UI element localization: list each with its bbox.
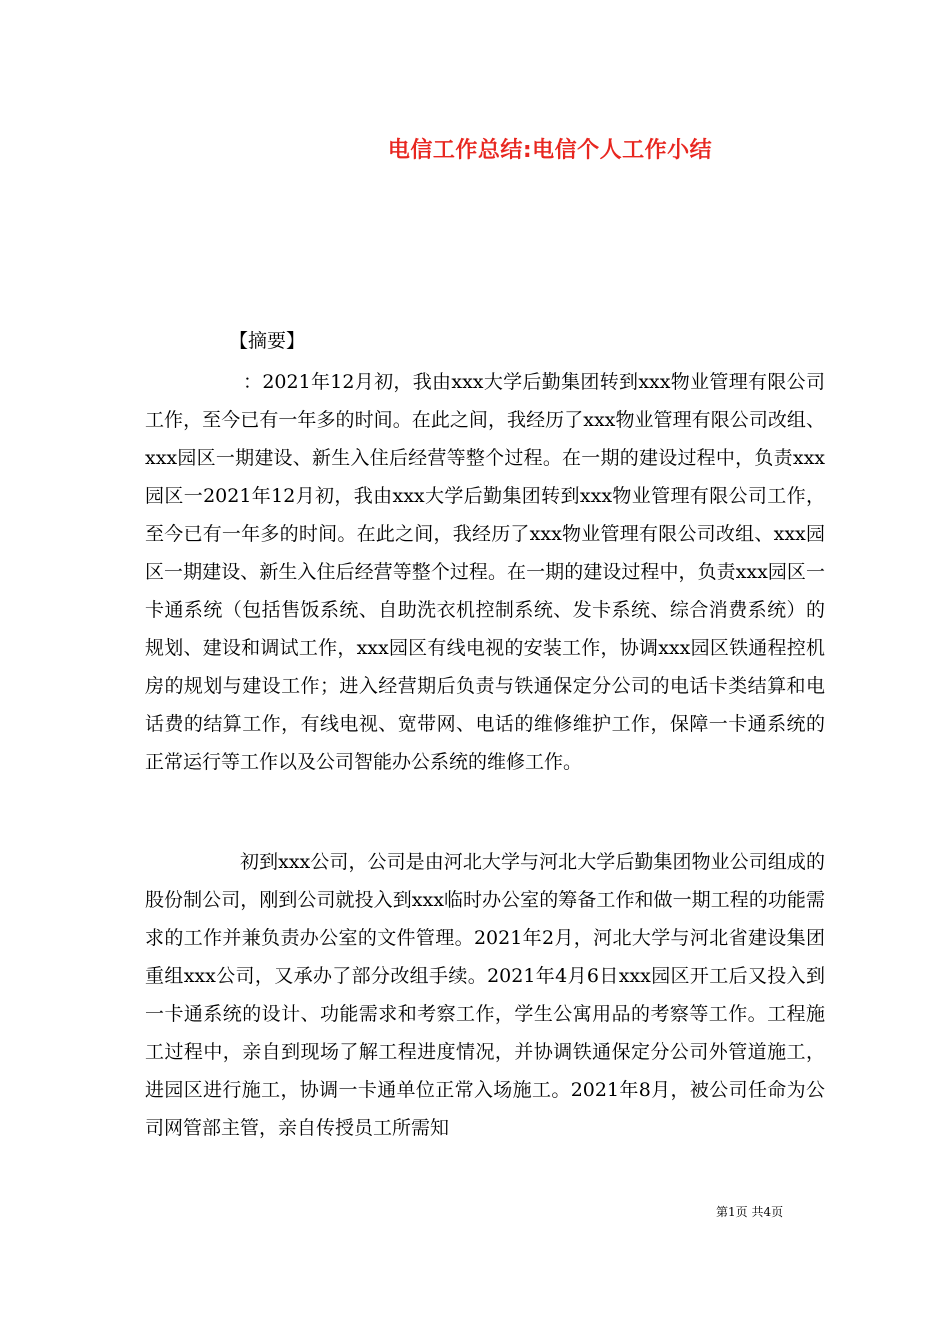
document-title: 电信工作总结:电信个人工作小结 [387,138,713,163]
paragraph-2: 初到xxx公司，公司是由河北大学与河北大学后勤集团物业公司组成的股份制公司，刚到公司就投入到xxx临时办公室的筹备工作和做一期工程的功能需求的工作并兼负责办公室的文件管理。2021年2月，河北大学与河北省建设集团重组xxx公司，又承办了部分改组手续。2021年4月6日xxx园区开工后又投入到一卡通系统的设计、功能需求和考察工作，学生公寓用品的考察等工作。工程施工过程中，亲自到现场了解工程进度情况，并协调铁通保定分公司外管道施工，进园区进行施工，协调一卡通单位正常入场施工。2021年8月，被公司任命为公司网管部主管，亲自传授员工所需知 [145,851,825,1139]
abstract-label: 【摘要】 [229,330,306,352]
paragraph-1: ：2021年12月初，我由xxx大学后勤集团转到xxx物业管理有限公司工作，至今已有一年多的时间。在此之间，我经历了xxx物业管理有限公司改组、xxx园区一期建设、新生入住后经营等整个过程。在一期的建设过程中，负责xxx园区一2021年12月初，我由xxx大学后勤集团转到xxx物业管理有限公司工作，至今已有一年多的时间。在此之间，我经历了xxx物业管理有限公司改组、xxx园区一期建设、新生入住后经营等整个过程。在一期的建设过程中，负责xxx园区一卡通系统（包括售饭系统、自助洗衣机控制系统、发卡系统、综合消费系统）的规划、建设和调试工作，xxx园区有线电视的安装工作，协调xxx园区铁通程控机房的规划与建设工作；进入经营期后负责与铁通保定分公司的电话卡类结算和电话费的结算工作，有线电视、宽带网、电话的维修维护工作，保障一卡通系统的正常运行等工作以及公司智能办公系统的维修工作。 [145,371,825,773]
page-indicator: 第1页 共4页 [716,1205,784,1219]
